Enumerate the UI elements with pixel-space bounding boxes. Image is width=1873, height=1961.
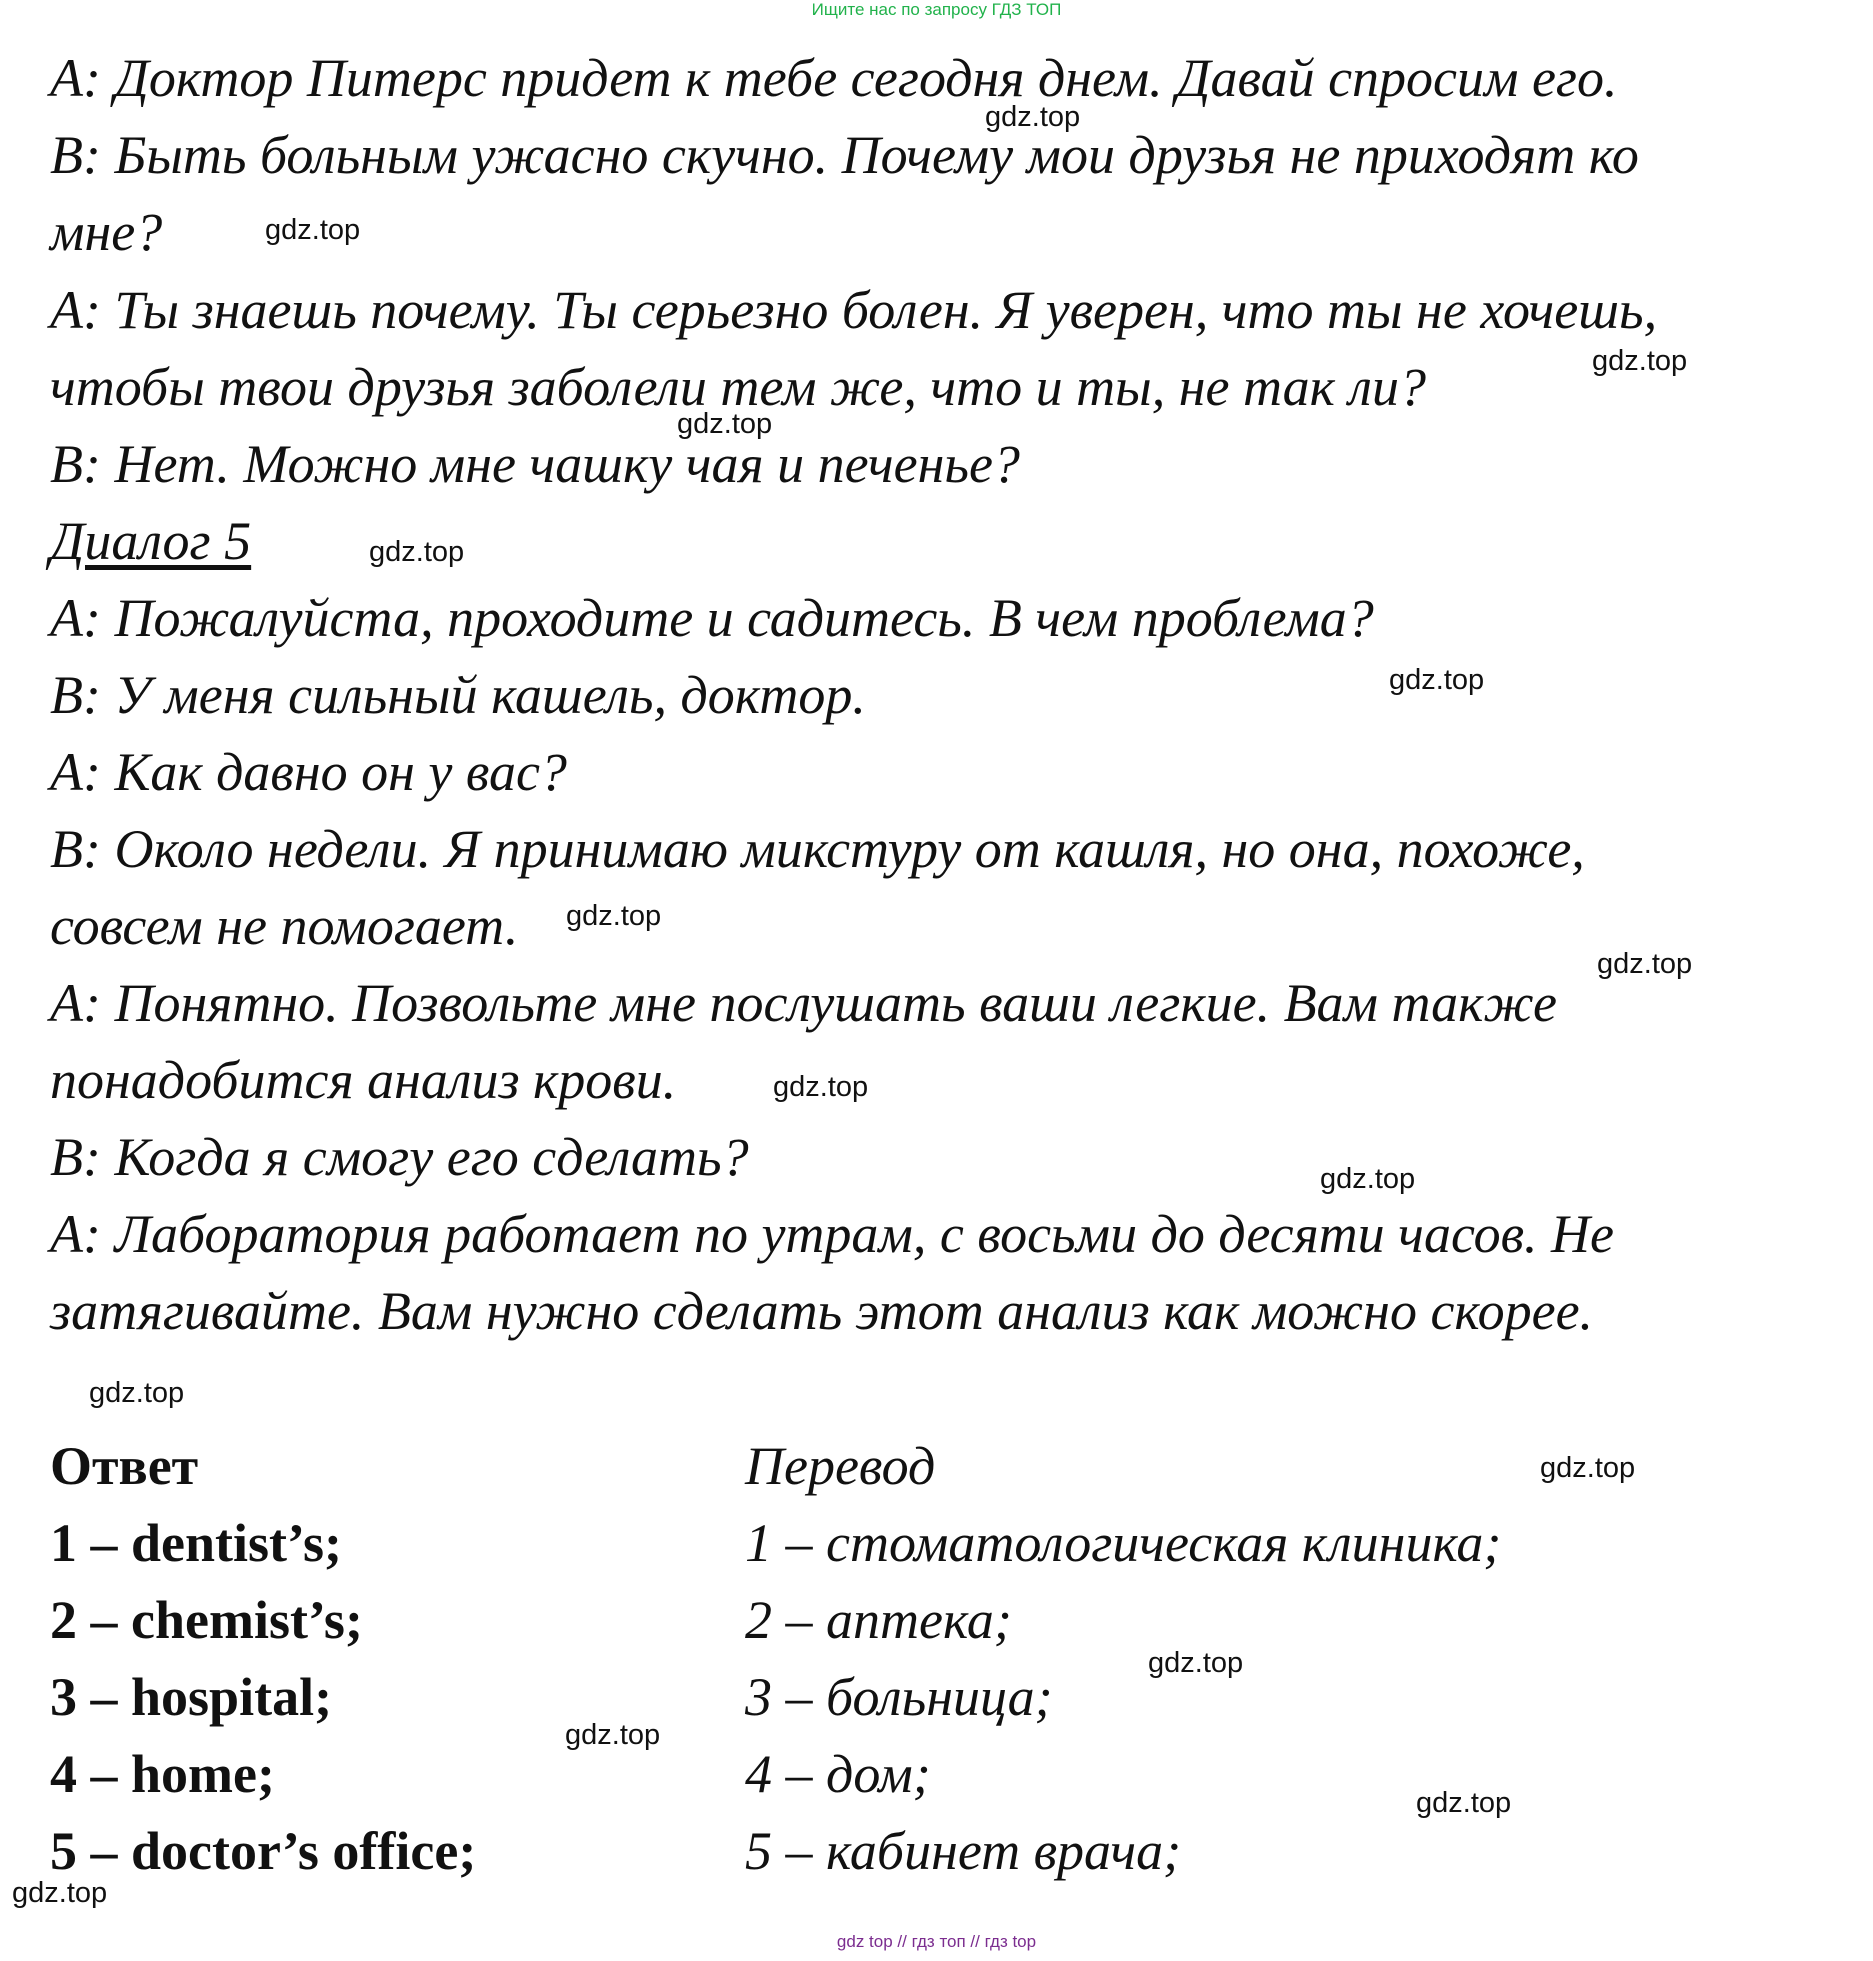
watermark: gdz.top: [677, 408, 773, 440]
watermark: gdz.top: [565, 1719, 661, 1751]
dialogue-line: В: Около недели. Я принимаю микстуру от кашля, но она, похоже,: [50, 819, 1585, 879]
dialogue-line: А: Пожалуйста, проходите и садитесь. В чем проблема?: [50, 588, 1374, 648]
dialogue-line: А: Доктор Питерс придет к тебе сегодня днем. Давай спросим его.: [50, 48, 1618, 108]
dialogue-line: чтобы твои друзья заболели тем же, что и ты, не так ли?: [50, 357, 1426, 417]
dialogue-line: А: Ты знаешь почему. Ты серьезно болен. Я уверен, что ты не хочешь,: [50, 280, 1658, 340]
watermark: gdz.top: [89, 1377, 185, 1409]
watermark: gdz.top: [1148, 1647, 1244, 1679]
dialogue-line: затягивайте. Вам нужно сделать этот анализ как можно скорее.: [50, 1281, 1594, 1341]
answer-item: 5 – doctor’s office;: [50, 1821, 477, 1881]
dialogue-line: В: Нет. Можно мне чашку чая и печенье?: [50, 434, 1020, 494]
watermark: gdz.top: [773, 1071, 869, 1103]
translation-item: 3 – больница;: [745, 1667, 1053, 1727]
watermark: gdz.top: [566, 900, 662, 932]
watermark: gdz.top: [1320, 1163, 1416, 1195]
dialogue-line: А: Лаборатория работает по утрам, с восьми до десяти часов. Не: [50, 1204, 1614, 1264]
answer-header: Ответ: [50, 1436, 199, 1496]
watermark: gdz.top: [1416, 1787, 1512, 1819]
translation-item: 2 – аптека;: [745, 1590, 1012, 1650]
dialogue-line: А: Понятно. Позвольте мне послушать ваши легкие. Вам также: [50, 973, 1557, 1033]
dialogue-heading: [50, 511, 251, 571]
watermark: gdz.top: [369, 536, 465, 568]
dialogue-line: понадобится анализ крови.: [50, 1050, 677, 1110]
answer-item: 2 – chemist’s;: [50, 1590, 363, 1650]
translation-header: Перевод: [745, 1436, 936, 1496]
top-banner[interactable]: Ищите нас по запросу ГДЗ ТОП: [811, 0, 1062, 19]
dialogue-heading-text: Диалог 5: [50, 511, 252, 571]
dialogue-line: В: У меня сильный кашель, доктор.: [50, 665, 866, 725]
watermark: gdz.top: [265, 214, 361, 246]
watermark: gdz.top: [1597, 948, 1693, 980]
dialogue-line: мне?: [50, 202, 163, 262]
watermark: gdz.top: [985, 101, 1081, 133]
answer-item: 3 – hospital;: [50, 1667, 333, 1727]
dialogue-line: А: Как давно он у вас?: [50, 742, 567, 802]
translation-item: 1 – стоматологическая клиника;: [745, 1513, 1502, 1573]
translation-item: 4 – дом;: [745, 1744, 931, 1804]
watermark: gdz.top: [1389, 664, 1485, 696]
watermark: gdz.top: [12, 1877, 108, 1909]
watermark: gdz.top: [1540, 1452, 1636, 1484]
answer-item: 1 – dentist’s;: [50, 1513, 342, 1573]
footer[interactable]: gdz top // гдз топ // гдз top: [836, 1932, 1037, 1951]
watermark: gdz.top: [1592, 345, 1688, 377]
dialogue-line: совсем не помогает.: [50, 896, 519, 956]
answer-item: 4 – home;: [50, 1744, 275, 1804]
translation-item: 5 – кабинет врача;: [745, 1821, 1182, 1881]
dialogue-line: В: Когда я смогу его сделать?: [50, 1127, 749, 1187]
dialogue-line: В: Быть больным ужасно скучно. Почему мои друзья не приходят ко: [50, 125, 1639, 185]
